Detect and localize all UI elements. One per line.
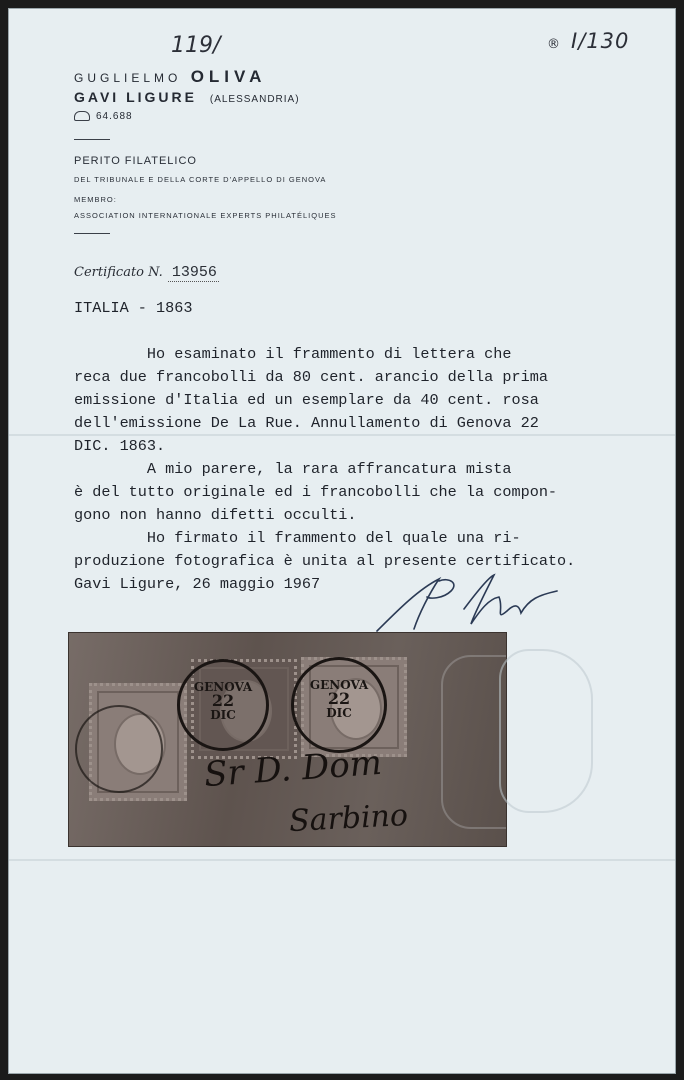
expert-name — [74, 67, 300, 87]
expert-city: GAVI LIGURE — [74, 89, 197, 105]
expert-phone — [74, 111, 300, 122]
body-line: produzione fotografica è unita al presente certificato. — [74, 552, 576, 570]
lot-number: I/130 — [571, 29, 630, 53]
body-line: Ho firmato il frammento del quale una ri- — [74, 529, 521, 547]
body-line: gono non hanno difetti occulti. — [74, 506, 357, 524]
expert-first-name: GUGLIELMO — [74, 71, 182, 85]
expert-surname: OLIVA — [190, 67, 267, 86]
postmark-month: DIC — [326, 706, 352, 720]
certificate-number: 13956 — [168, 264, 219, 282]
postmark-town: GENOVA — [193, 680, 253, 694]
expert-embossed-seal — [499, 649, 593, 813]
expert-address — [74, 89, 300, 105]
court-affiliation: DEL TRIBUNALE E DELLA CORTE D'APPELLO DI GENOVA — [74, 175, 327, 184]
postmark-partial — [75, 705, 163, 793]
body-heading: ITALIA - 1863 — [74, 299, 193, 317]
body-line: reca due francobolli da 80 cent. arancio della prima — [74, 368, 548, 386]
expert-province: (ALESSANDRIA) — [209, 94, 300, 105]
postmark-genova — [291, 657, 387, 753]
divider — [74, 233, 110, 234]
address-handwriting: Sarbino — [288, 797, 409, 840]
postmark-town: GENOVA — [309, 678, 369, 692]
address-handwriting: Sr D. Dom — [202, 742, 384, 796]
member-label: MEMBRO: — [74, 195, 117, 204]
postmark-month: DIC — [210, 708, 236, 722]
body-line: A mio parere, la rara affrancatura mista — [74, 460, 512, 478]
body-line: Ho esaminato il frammento di lettera che — [74, 345, 512, 363]
association-name: ASSOCIATION INTERNATIONALE EXPERTS PHILATÉLIQUES — [74, 211, 337, 220]
certificate-number-row — [74, 261, 219, 281]
fold-line — [9, 859, 675, 861]
phone-number: 64.688 — [96, 111, 133, 122]
telephone-icon — [74, 111, 90, 121]
body-line: emissione d'Italia ed un esemplare da 40 cent. rosa — [74, 391, 539, 409]
handwritten-lot-number — [547, 29, 629, 53]
expert-title: PERITO FILATELICO — [74, 155, 197, 167]
expert-signature — [369, 569, 569, 639]
registered-mark: ® — [547, 37, 561, 52]
postmark-genova — [177, 659, 269, 751]
postmark-day: 22 — [327, 689, 351, 708]
certificate-label: Certificato N. — [74, 265, 163, 280]
fragment-photograph — [69, 633, 506, 846]
letterhead — [74, 67, 300, 122]
expert-embossed-seal — [441, 655, 506, 829]
handwritten-reference: 119/ — [171, 33, 221, 58]
body-line: Gavi Ligure, 26 maggio 1967 — [74, 575, 321, 593]
certificate-page — [8, 8, 676, 1074]
divider — [74, 139, 110, 140]
postmark-day: 22 — [211, 691, 235, 710]
body-line: è del tutto originale ed i francobolli che la compon- — [74, 483, 558, 501]
body-line: dell'emissione De La Rue. Annullamento di Genova 22 — [74, 414, 539, 432]
body-line: DIC. 1863. — [74, 437, 166, 455]
certificate-body — [74, 297, 644, 596]
